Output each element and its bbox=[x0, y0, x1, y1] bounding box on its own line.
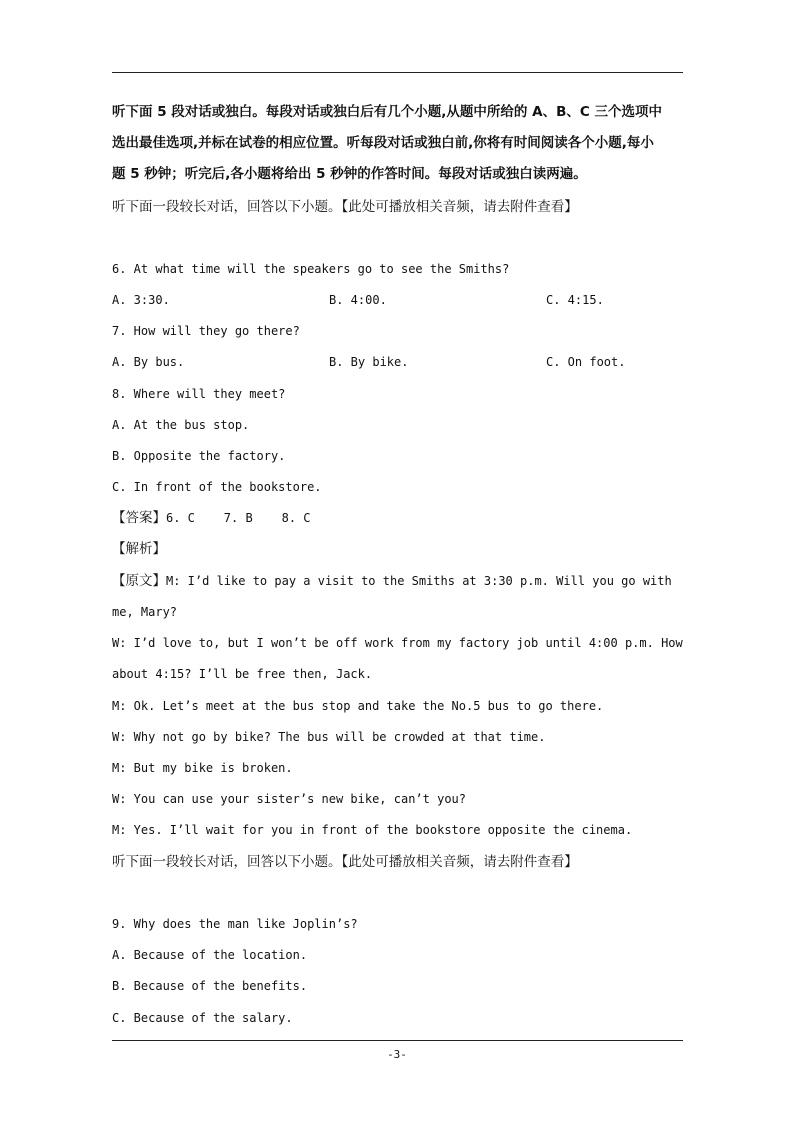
section-intro-2: 听下面一段较长对话，回答以下小题。【此处可播放相关音频，请去附件查看】 bbox=[112, 854, 578, 870]
question-7-stem: 7. How will they go there? bbox=[112, 324, 300, 338]
question-9-option-c: C. Because of the salary. bbox=[112, 1011, 293, 1025]
question-8-option-b: B. Opposite the factory. bbox=[112, 449, 286, 463]
question-8-option-a: A. At the bus stop. bbox=[112, 418, 250, 432]
transcript-text-1: M: I’d like to pay a visit to the Smiths at 3:30 p.m. Will you go with bbox=[166, 574, 672, 588]
question-9-option-a: A. Because of the location. bbox=[112, 948, 308, 962]
instructions-line-3: 题 5 秒钟；听完后,各小题将给出 5 秒钟的作答时间。每段对话或独白读两遍。 bbox=[112, 166, 587, 182]
section-intro-1: 听下面一段较长对话，回答以下小题。【此处可播放相关音频，请去附件查看】 bbox=[112, 199, 578, 215]
answer-line bbox=[112, 510, 311, 526]
footer-rule bbox=[112, 1040, 683, 1041]
transcript-line-1 bbox=[112, 573, 672, 589]
answer-label: 【答案】 bbox=[112, 510, 166, 526]
question-8-option-c: C. In front of the bookstore. bbox=[112, 480, 322, 494]
question-8-stem: 8. Where will they meet? bbox=[112, 387, 286, 401]
question-6-option-b: B. 4:00. bbox=[329, 293, 387, 307]
question-9-stem: 9. Why does the man like Joplin’s? bbox=[112, 917, 358, 931]
question-6-stem: 6. At what time will the speakers go to see the Smiths? bbox=[112, 262, 510, 276]
instructions-line-2: 选出最佳选项,并标在试卷的相应位置。听每段对话或独白前,你将有时间阅读各个小题,每小 bbox=[112, 135, 654, 151]
transcript-line-3: W: I’d love to, but I won’t be off work from my factory job until 4:00 p.m. How bbox=[112, 636, 683, 650]
answer-text: 6. C 7. B 8. C bbox=[166, 511, 311, 525]
question-6-option-c: C. 4:15. bbox=[546, 293, 604, 307]
question-7-option-c: C. On foot. bbox=[546, 355, 626, 369]
transcript-line-7: M: But my bike is broken. bbox=[112, 761, 293, 775]
transcript-line-2: me, Mary? bbox=[112, 605, 178, 619]
transcript-label: 【原文】 bbox=[112, 573, 166, 589]
transcript-line-8: W: You can use your sister’s new bike, can’t you? bbox=[112, 792, 467, 806]
header-rule bbox=[112, 72, 683, 73]
question-7-option-a: A. By bus. bbox=[112, 355, 185, 369]
page-number: -3- bbox=[387, 1048, 407, 1061]
transcript-line-6: W: Why not go by bike? The bus will be crowded at that time. bbox=[112, 730, 546, 744]
instructions-line-1: 听下面 5 段对话或独白。每段对话或独白后有几个小题,从题中所给的 A、B、C 三个选项中 bbox=[112, 104, 662, 120]
question-6-option-a: A. 3:30. bbox=[112, 293, 170, 307]
analysis-label: 【解析】 bbox=[112, 541, 166, 557]
transcript-line-9: M: Yes. I’ll wait for you in front of the bookstore opposite the cinema. bbox=[112, 823, 633, 837]
question-7-option-b: B. By bike. bbox=[329, 355, 409, 369]
question-9-option-b: B. Because of the benefits. bbox=[112, 979, 308, 993]
transcript-line-4: about 4:15? I’ll be free then, Jack. bbox=[112, 667, 373, 681]
transcript-line-5: M: Ok. Let’s meet at the bus stop and take the No.5 bus to go there. bbox=[112, 699, 604, 713]
